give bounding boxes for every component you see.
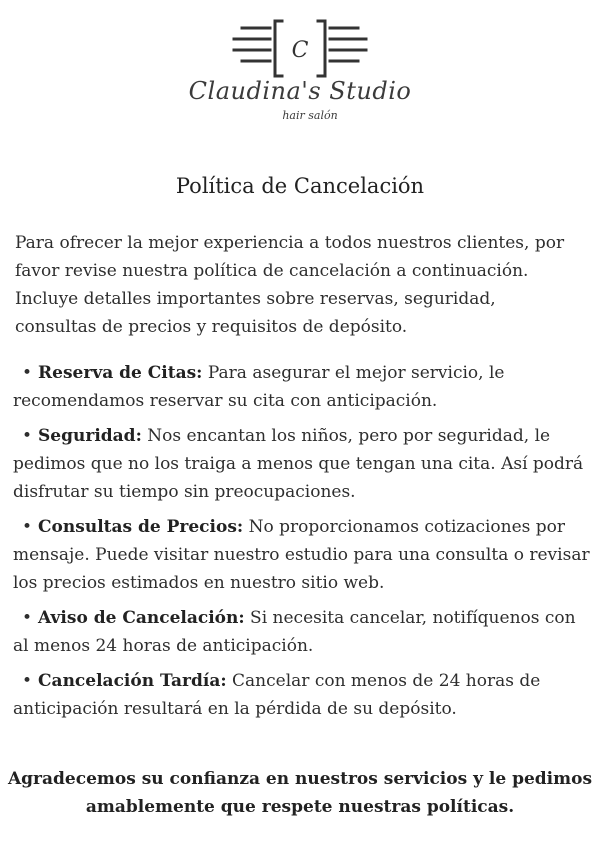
policy-text: Nos encantan los niños, pero por seguridad, le pedimos que no los traiga a menos que tengan una cita. Así podrá disfrutar su tiempo sin preocupaciones. [13, 426, 584, 502]
page-title: Política de Cancelación [175, 174, 425, 198]
bullet-icon: • [22, 517, 33, 537]
policy-text: Si necesita cancelar, notifíquenos con al menos 24 horas de anticipación. [13, 608, 576, 656]
bullet-icon: • [22, 363, 33, 383]
closing-statement: Agradecemos su confianza en nuestros servicios y le pedimos amablemente que respete nuestras políticas. [7, 769, 593, 817]
policy-item-seguridad [13, 422, 593, 506]
policy-term: Cancelación Tardía: [38, 671, 227, 691]
bullet-icon: • [22, 608, 33, 628]
policy-item-consultas [13, 513, 593, 597]
logo-letter: C [291, 38, 309, 63]
policy-term: Seguridad: [38, 426, 142, 446]
policy-list [13, 359, 593, 730]
brand-tagline: hair salón [282, 109, 338, 122]
policy-text: Para asegurar el mejor servicio, le recomendamos reservar su cita con anticipación. [13, 363, 505, 411]
policy-text: No proporcionamos cotizaciones por mensaje. Puede visitar nuestro estudio para una consulta o revisar los precios estimados en nuestro sitio web. [13, 517, 590, 593]
bullet-icon: • [22, 671, 33, 691]
policy-item-reserva [13, 359, 593, 415]
policy-text: Cancelar con menos de 24 horas de anticipación resultará en la pérdida de su depósito. [13, 671, 541, 719]
bracket-emblem-icon [230, 18, 370, 80]
brand-name: Claudina's Studio [188, 77, 412, 105]
intro-paragraph: Para ofrecer la mejor experiencia a todos nuestros clientes, por favor revise nuestra política de cancelación a continuación. Incluye detalles importantes sobre reservas, seguridad, consultas de precios y requisitos de depósito. [15, 233, 565, 337]
bullet-icon: • [22, 426, 33, 446]
policy-item-aviso [13, 604, 593, 660]
policy-term: Consultas de Precios: [38, 517, 244, 537]
policy-term: Aviso de Cancelación: [38, 608, 245, 628]
policy-term: Reserva de Citas: [38, 363, 203, 383]
policy-item-tardia [13, 667, 593, 723]
